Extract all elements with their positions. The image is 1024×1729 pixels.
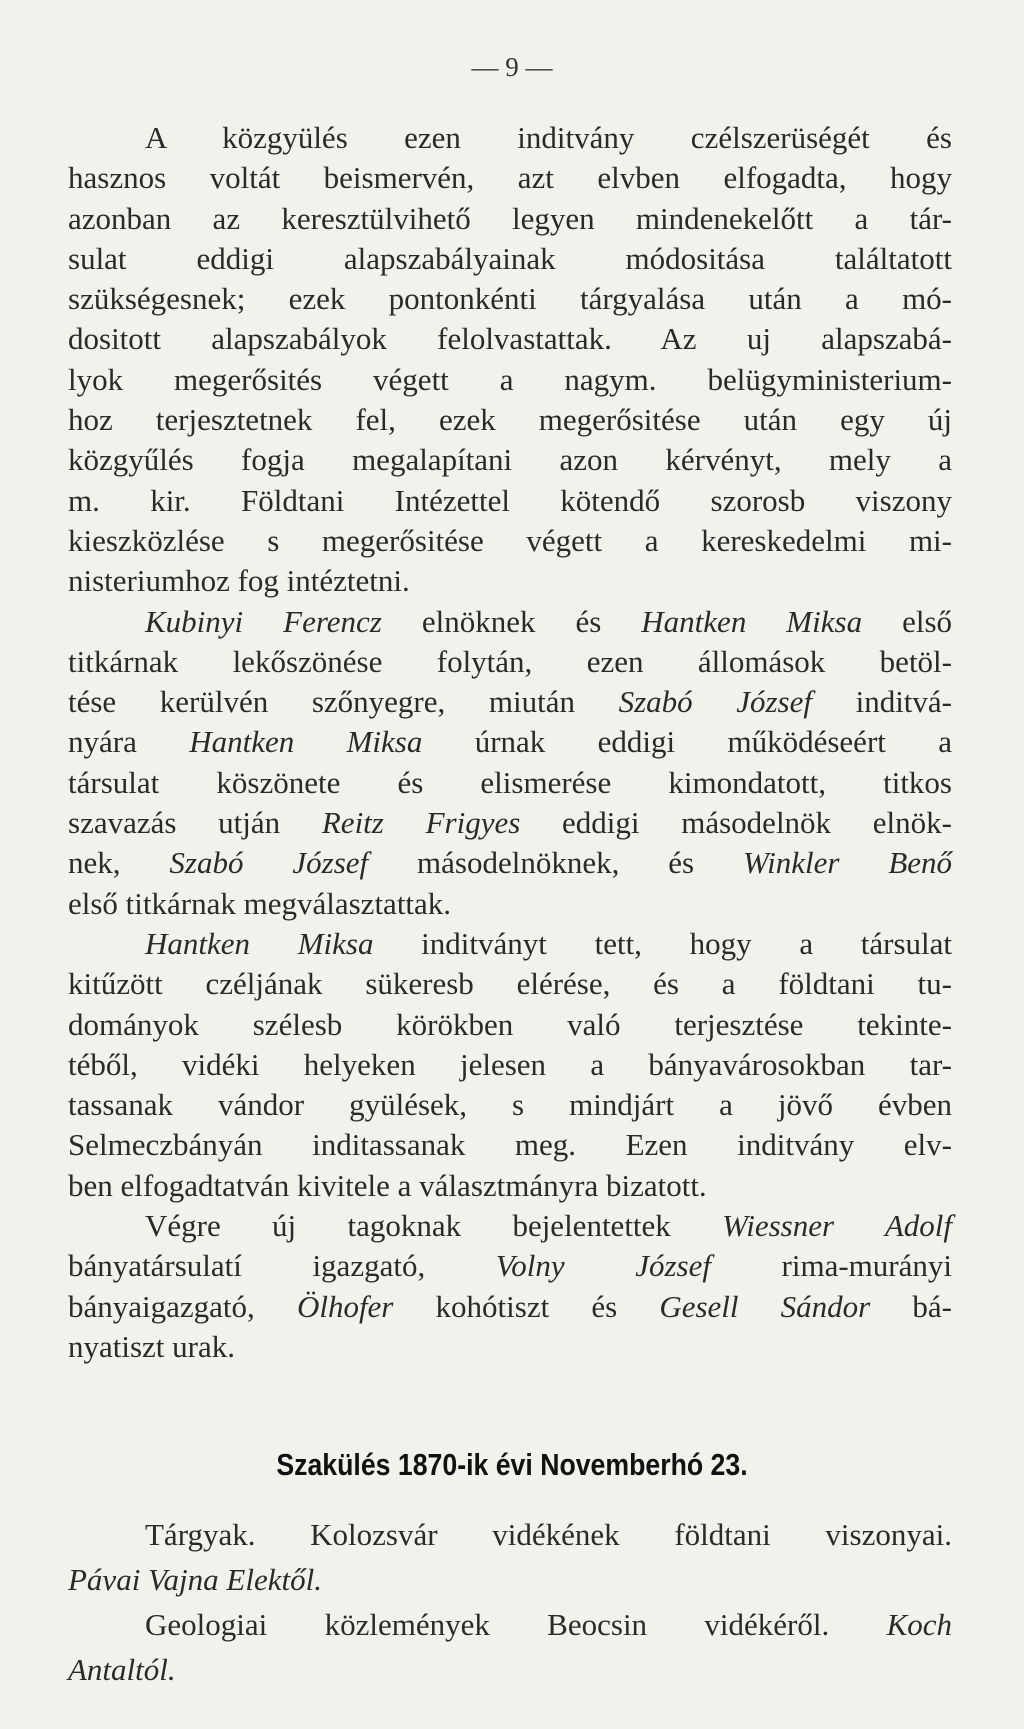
text-line [68, 1327, 952, 1367]
text-line [68, 964, 952, 1004]
text-line [68, 1246, 952, 1286]
text-line [68, 1125, 952, 1165]
text-line [68, 1647, 952, 1692]
text-run: A közgyülés ezen inditvány czélszerüségét és [145, 120, 952, 155]
text-run: lyok megerősités végett a nagym. belügyministerium- [68, 361, 952, 397]
text-run: első [862, 603, 953, 639]
text-line [68, 803, 952, 843]
text-run: Tárgyak. Kolozsvár vidékének földtani viszonyai. [145, 1517, 952, 1552]
text-run: tassanak vándor gyülések, s mindjárt a jövő évben [68, 1087, 952, 1123]
text-run: dományok szélesb körökben való terjesztése tekinte- [68, 1006, 952, 1042]
text-run: közgyűlés fogja megalapítani azon kérvényt, mely a [68, 442, 952, 478]
text-run: első titkárnak megválasztattak. [68, 885, 452, 921]
text-run: rima-murányi [710, 1248, 952, 1284]
paragraph-touring-meetings [68, 924, 952, 1206]
text-run: szükségesnek; ezek pontonkénti tárgyalása után a mó- [68, 281, 952, 317]
italic-name: Hantken Miksa [189, 724, 423, 760]
italic-name: Ölhofer [296, 1288, 394, 1324]
meeting-topics [68, 1512, 952, 1692]
text-run: nek, [68, 845, 170, 881]
text-line [68, 239, 952, 279]
italic-name: Szabó József [169, 845, 369, 881]
topic-beocsin [68, 1602, 952, 1692]
italic-name: Hantken Miksa [145, 925, 374, 961]
text-run: kohótiszt és [393, 1288, 660, 1324]
text-line [68, 722, 952, 762]
italic-name: Kubinyi Ferencz [145, 603, 382, 639]
text-run: bányaigazgató, [68, 1288, 297, 1324]
text-run: eddigi másodelnök elnök- [520, 805, 952, 841]
text-run: nyára [68, 724, 190, 760]
text-line [68, 682, 952, 722]
page-number: — 9 — [471, 52, 553, 82]
text-run: tése kerülvén szőnyegre, miután [68, 684, 619, 720]
text-line [68, 1005, 952, 1045]
text-run: hoz terjesztetnek fel, ezek megerősitése után egy új [68, 402, 952, 438]
italic-name: Reitz Frigyes [321, 805, 521, 841]
text-line [68, 1166, 952, 1206]
text-run: másodelnöknek, és [368, 845, 743, 881]
text-line [68, 924, 952, 964]
text-run: elnöknek és [381, 603, 642, 639]
text-run: téből, vidéki helyeken jelesen a bányavárosokban tar- [68, 1046, 952, 1082]
text-run: nisteriumhoz fog intéztetni. [68, 563, 410, 599]
text-line [68, 1085, 952, 1125]
text-line [68, 561, 952, 601]
text-run: m. kir. Földtani Intézettel kötendő szorosb viszony [68, 482, 952, 518]
text-run: hasznos voltát beismervén, azt elvben elfogadta, hogy [68, 160, 952, 196]
body-text [68, 118, 952, 1367]
paragraph-general-assembly-motion [68, 118, 952, 602]
text-line [68, 158, 952, 198]
text-line [68, 279, 952, 319]
topic-kolozsvar [68, 1512, 952, 1602]
text-run: szavazás utján [68, 805, 322, 841]
text-line [68, 481, 952, 521]
text-line [68, 1045, 952, 1085]
text-run: Végre új tagoknak bejelentettek [145, 1208, 723, 1244]
text-run: úrnak eddigi működéseért a [422, 724, 952, 760]
text-line [68, 521, 952, 561]
text-run: bá- [870, 1288, 952, 1324]
text-run: azonban az keresztülvihető legyen mindenekelőtt a tár- [68, 200, 952, 236]
text-run: inditványt tett, hogy a társulat [373, 925, 953, 961]
italic-name: Wiessner Adolf [722, 1208, 952, 1244]
text-run: dositott alapszabályok felolvastattak. Az uj alapszabá- [68, 321, 952, 357]
italic-name: Volny József [495, 1248, 711, 1284]
text-run: kieszközlése s megerősitése végett a kereskedelmi mi- [68, 522, 952, 558]
italic-name: Koch [886, 1607, 952, 1642]
text-run: Geologiai közlemények Beocsin vidékéről. [145, 1607, 887, 1642]
italic-name: Pávai Vajna Elektől. [68, 1562, 322, 1597]
text-line [68, 360, 952, 400]
text-run: bányatársulatí igazgató, [68, 1248, 496, 1284]
text-run: nyatiszt urak. [68, 1328, 236, 1364]
text-line [68, 1557, 952, 1602]
italic-name: Hantken Miksa [641, 603, 863, 639]
paragraph-officer-election [68, 602, 952, 924]
text-line [68, 118, 952, 158]
text-run: inditvá- [811, 684, 953, 720]
text-run: Selmeczbányán inditassanak meg. Ezen inditvány elv- [68, 1127, 952, 1163]
text-line [68, 763, 952, 803]
text-line [68, 843, 952, 883]
text-line [68, 1512, 952, 1557]
italic-name: Winkler Benő [743, 845, 953, 881]
text-line [68, 199, 952, 239]
text-line [68, 884, 952, 924]
italic-name: Szabó József [618, 684, 812, 720]
text-line [68, 319, 952, 359]
italic-name: Gesell Sándor [659, 1288, 871, 1324]
paragraph-new-members [68, 1206, 952, 1367]
text-run: ben elfogadtatván kivitele a választmányra bizatott. [68, 1167, 707, 1203]
italic-name: Antaltól. [68, 1652, 176, 1687]
text-run: titkárnak lekőszönése folytán, ezen állomások betöl- [68, 643, 952, 679]
section-heading: Szakülés 1870-ik évi Novemberhó 23. [276, 1447, 748, 1482]
text-run: kitűzött czéljának sükeresb elérése, és a földtani tu- [68, 966, 952, 1002]
text-line [68, 400, 952, 440]
text-run: társulat köszönete és elismerése kimondatott, titkos [68, 764, 952, 800]
text-line [68, 602, 952, 642]
text-line [68, 440, 952, 480]
text-line [68, 1206, 952, 1246]
text-run: sulat eddigi alapszabályainak módositása találtatott [68, 240, 952, 276]
text-line [68, 1602, 952, 1647]
text-line [68, 642, 952, 682]
text-line [68, 1287, 952, 1327]
